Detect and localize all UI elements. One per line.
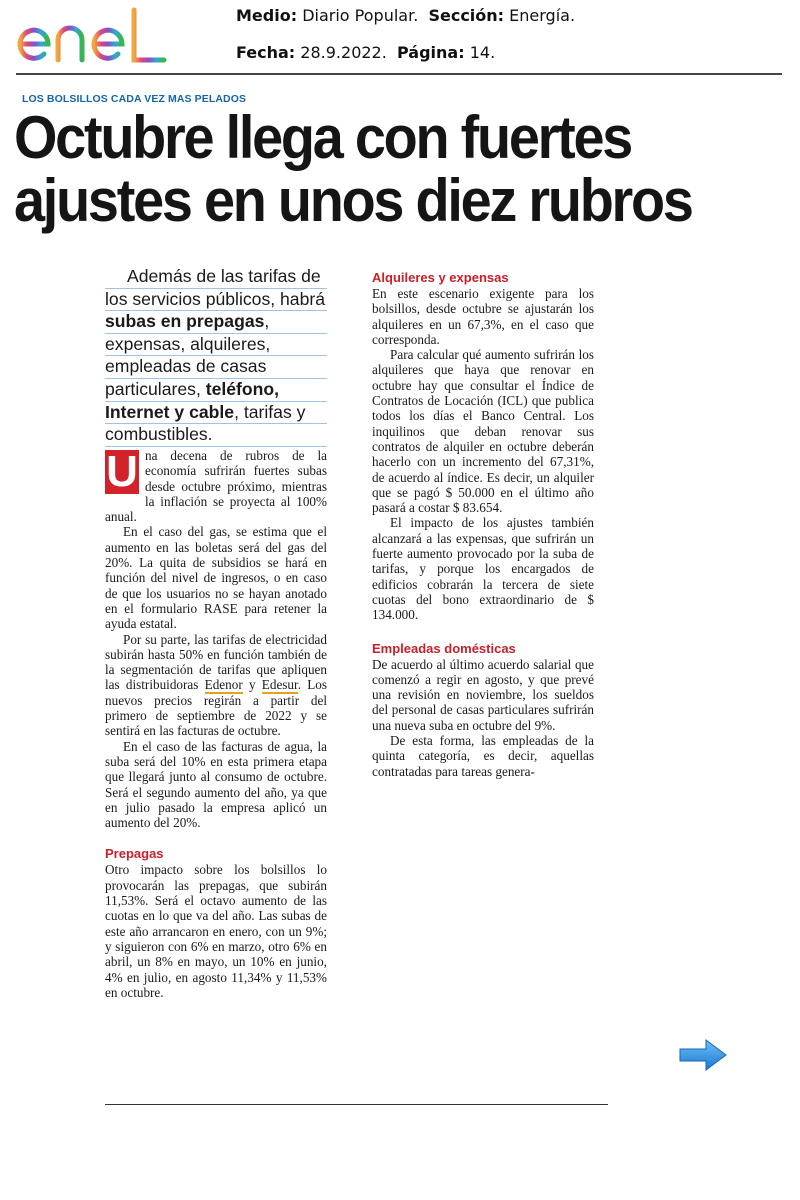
lead-line (105, 402, 327, 425)
paragraph (105, 632, 327, 739)
enel-logo (14, 6, 174, 68)
meta-line-1 (236, 6, 575, 25)
pagina-label: Página: (396, 43, 465, 62)
paragraph-text: na decena de rubros de la economía sufrirán fuertes subas desde octubre próximo, mientras la inflación se proyecta al 100% anual. (105, 448, 327, 525)
lead-bold: subas en prepagas (105, 311, 265, 332)
lead-text: , tarifas y (234, 401, 306, 422)
subhead-prepagas: Prepagas (105, 846, 164, 862)
paragraph: Para calcular qué aumento sufrirán los alquileres que haya que renovar en octubre hay que consultar el Índice de Contratos de Locación (ICL) que publica todos los días el Banco Central. Los inquilinos que deban renovar sus contratos de alquiler en octubre deberán hacerlo con un incremento del 67,31%, de acuerdo al índice. Es decir, un alquiler que se pagó $ 50.000 en el último año pasará a costar $ 83.654. (372, 347, 594, 516)
seccion-label: Sección: (428, 6, 505, 25)
footer-divider (105, 1104, 608, 1105)
seccion-value: Energía. (509, 6, 576, 25)
edesur-mention: Edesur (261, 677, 298, 693)
headline-line-2: ajustes en unos diez rubros (14, 167, 692, 234)
meta-line-2 (236, 43, 495, 62)
lead-line (105, 379, 327, 402)
subhead-alquileres: Alquileres y expensas (372, 270, 509, 285)
paragraph: De acuerdo al último acuerdo salarial que comenzó a regir en agosto, y que prevé una revisión en noviembre, los sueldos del personal de casas particulares sufrirán una nueva suba en octubre del 9%. (372, 656, 594, 733)
paragraph: En el caso de las facturas de agua, la suba será del 10% en esta primera etapa que llegará junto al consumo de octubre. Será el segundo aumento del año, ya que en julio pasado la empresa aplicó un aumento del 20%. (105, 738, 327, 831)
lead-summary (105, 266, 327, 447)
column-right (372, 270, 594, 779)
header-divider (16, 73, 782, 75)
subhead-empleadas: Empleadas domésticas (372, 640, 516, 656)
lead-line: expensas, alquileres, (105, 334, 327, 357)
paragraph: De esta forma, las empleadas de la quinta categoría, es decir, aquellas contratadas para tareas genera- (372, 733, 594, 779)
headline-line-1: Octubre llega con fuertes (14, 104, 632, 171)
drop-cap: U (106, 447, 138, 496)
lead-bold: teléfono, (205, 378, 280, 399)
article-kicker: LOS BOLSILLOS CADA VEZ MAS PELADOS (22, 93, 247, 105)
paragraph-text: Por su parte, las tarifas de electricidad subirán hasta 50% en función también de la segmentación de tarifas que apliquen las distribuidoras (105, 631, 327, 693)
column-left (105, 448, 327, 1000)
edenor-mention: Edenor (204, 677, 243, 693)
paragraph (105, 448, 327, 524)
lead-line: los servicios públicos, habrá (105, 289, 327, 312)
lead-text: , (264, 311, 270, 332)
paragraph: Otro impacto sobre los bolsillos lo provocarán las prepagas, que subirán 11,53%. Será el octavo aumento de las cuotas en lo que va del año. Las subas de este año arrancaron en enero, con un 9%; y siguieron con 6% en marzo, otro 6% en abril, un 8% en mayo, un 10% en junio, 4% en julio, en agosto 11,34% y 11,53% en octubre. (105, 862, 327, 1000)
lead-bold: Internet y cable (105, 401, 235, 422)
lead-line: empleadas de casas (105, 356, 327, 379)
paragraph-text: y (242, 677, 262, 693)
next-arrow-icon[interactable] (678, 1038, 728, 1072)
pagina-value: 14. (469, 43, 496, 62)
paragraph: En el caso del gas, se estima que el aumento en las boletas será del gas del 20%. La quita de subsidios se hará en función del nivel de ingresos, o en caso de que los usuarios no se hayan anotado en el formulario RASE para retener la ayuda estatal. (105, 524, 327, 632)
fecha-value: 28.9.2022. (300, 43, 387, 62)
lead-line: combustibles. (105, 424, 327, 447)
lead-text: particulares, (105, 378, 206, 399)
lead-line: Además de las tarifas de (105, 266, 327, 289)
lead-line (105, 311, 327, 334)
medio-value: Diario Popular. (302, 6, 419, 25)
fecha-label: Fecha: (236, 43, 296, 62)
medio-label: Medio: (236, 6, 298, 25)
paragraph-text: . Los nuevos precios regirán a partir del primero de septiembre de 2022 y se sentirá en las facturas de octubre. (105, 677, 328, 739)
paragraph: El impacto de los ajustes también alcanzará a las expensas, que sufrirán un fuerte aumento provocado por la suba de tarifas, y porque los encargados de edificios cobrarán la tercera de siete cuotas del bono extraordinario de $ 134.000. (372, 515, 594, 623)
article-headline (14, 106, 739, 232)
paragraph: En este escenario exigente para los bolsillos, desde octubre se ajustarán los alquileres en un 67,3%, en el caso que corresponda. (372, 286, 594, 347)
